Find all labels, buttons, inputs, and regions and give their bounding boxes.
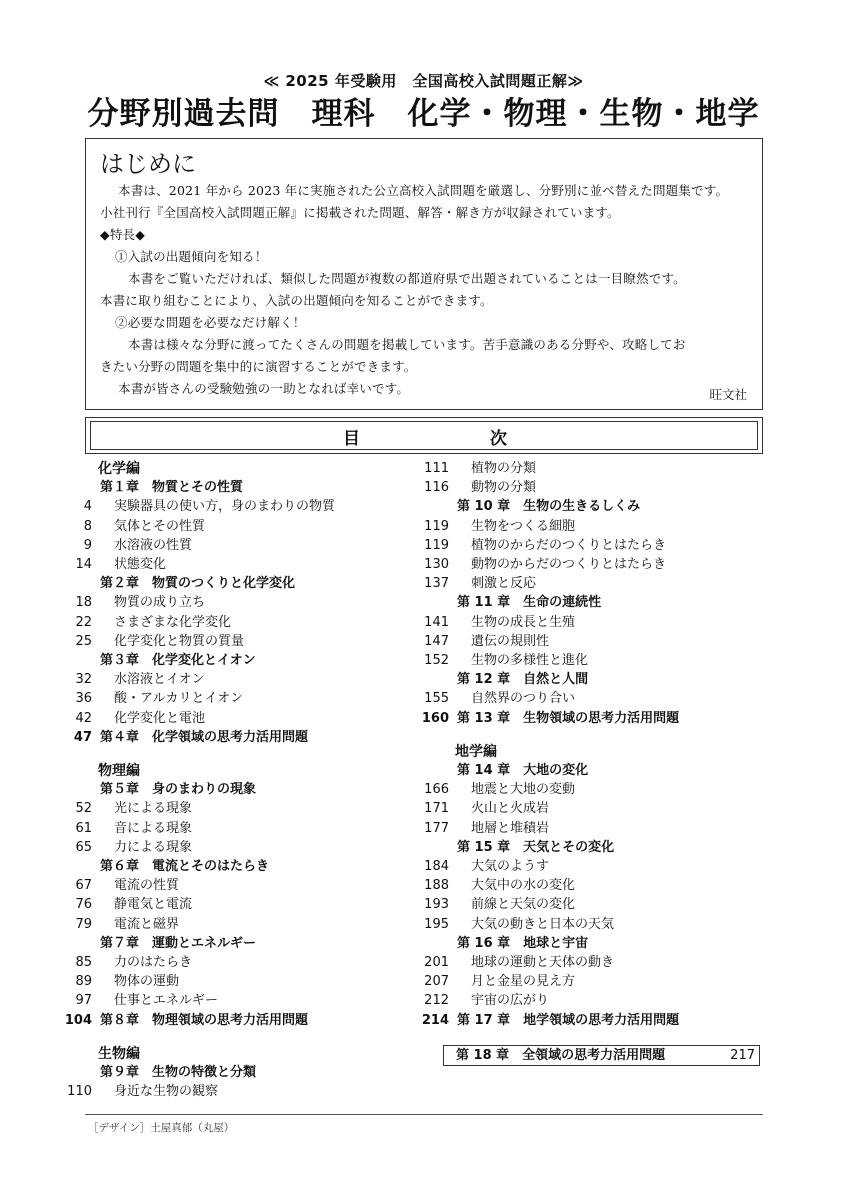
toc-page-number: 184 [424,859,449,874]
toc-page-number: 104 [64,1012,92,1028]
toc-item-label: 身近な生物の観察 [114,1084,219,1100]
toc-item-label: 水溶液の性質 [114,537,193,553]
toc-chapter-label: 第３章 化学変化とイオン [100,653,256,668]
toc-chapter-label: 第 15 章 天気とその変化 [457,839,615,855]
toc-chapter-label: 第 11 章 生命の連続性 [457,595,602,611]
toc-item-label: 遺伝の規則性 [471,633,550,649]
toc-item-label: 音による現象 [114,820,193,836]
toc-item-label: 宇宙の広がり [471,993,550,1009]
toc-page-number: 116 [424,480,449,496]
toc-page-number: 141 [424,614,449,630]
toc-chapter-label: 第 13 章 生物領域の思考力活用問題 [457,710,680,726]
intro-line: 本書に取り組むことにより、入試の出題傾向を知ることができます。 [100,293,493,308]
toc-page-number: 25 [75,633,92,649]
toc-item-label: 電流と磁界 [114,916,180,932]
toc-chapter-label: 第 12 章 自然と人間 [457,672,589,688]
toc-page-number: 8 [83,518,92,534]
toc-page-number: 97 [75,993,92,1009]
toc-item-label: 大気のようす [471,859,550,874]
toc-page-number: 188 [424,878,449,894]
toc-item-label: 物体の運動 [114,974,180,990]
toc-page-number: 22 [75,614,92,630]
toc-page-number: 212 [424,993,449,1009]
toc-chapter-label: 第 17 章 地学領域の思考力活用問題 [457,1012,680,1028]
toc-page-number: 85 [75,955,92,970]
toc-page-number: 171 [424,801,449,817]
toc-page-number: 52 [75,801,92,817]
toc-item-label: 光による現象 [114,801,193,817]
publisher-name: 旺文社 [709,387,747,402]
toc-item-label: 化学変化と物質の質量 [114,633,245,649]
toc-header-inner-frame [90,421,758,450]
toc-item-label: 刺激と反応 [471,576,537,592]
toc-page-number: 193 [424,897,449,913]
intro-line: ①入試の出題傾向を知る！ [115,249,268,264]
toc-page-number: 160 [421,710,449,726]
toc-page-number: 9 [83,537,92,553]
toc-item-label: 化学変化と電池 [114,710,206,726]
toc-chapter-label: 第６章 電流とそのはたらき [100,859,270,874]
toc-page-number: 137 [424,576,449,592]
toc-chapter-label: 第 10 章 生物の生きるしくみ [457,499,641,515]
toc-page-number: 79 [75,916,92,932]
intro-line: 本書は、2021 年から 2023 年に実施された公立高校入試問題を厳選し、分野別に並べ替えた問題集です。 [118,183,729,198]
toc-section-label: 化学編 [98,461,140,477]
toc-page-number: 76 [75,897,92,913]
toc-item-label: 植物のからだのつくりとはたらき [471,537,667,553]
toc-page-number: 130 [424,557,449,572]
toc-item-label: 状態変化 [114,557,167,572]
intro-line: ②必要な問題を必要なだけ解く！ [115,315,306,330]
toc-page-number: 67 [75,878,92,894]
intro-line: ◆特長◆ [100,227,146,242]
intro-line: 本書をご覧いただければ、類似した問題が複数の都道府県で出題されていることは一目瞭然です。 [128,271,686,286]
toc-chapter-label: 第 18 章 全領域の思考力活用問題 [456,1048,666,1063]
toc-item-label: 水溶液とイオン [114,672,205,688]
toc-item-label: 力のはたらき [114,955,193,970]
toc-item-label: 自然界のつり合い [471,691,576,707]
toc-page-number: 152 [424,653,449,668]
toc-item-label: 物質の成り立ち [114,595,206,611]
toc-page-number: 18 [75,595,92,611]
toc-page-number: 217 [730,1048,755,1063]
toc-chapter-18 [443,1045,760,1066]
toc-item-label: 電流の性質 [114,878,180,894]
toc-item-label: 植物の分類 [471,461,537,476]
intro-line: 本書が皆さんの受験勉強の一助となれば幸いです。 [118,381,410,396]
book-subtitle: ≪ 2025 年受験用 全国高校入試問題正解≫ [263,72,584,90]
book-title: 分野別過去問 理科 化学・物理・生物・地学 [87,96,760,132]
toc-chapter-label: 第 16 章 地球と宇宙 [457,935,589,951]
toc-item-label: 地層と堆積岩 [471,820,550,836]
toc-item-label: 大気中の水の変化 [471,878,576,894]
toc-item-label: 地震と大地の変動 [471,782,576,798]
toc-page-number: 207 [424,974,449,990]
toc-page-number: 111 [424,461,449,476]
toc-item-label: さまざまな化学変化 [114,614,232,630]
toc-item-label: 力による現象 [114,839,193,855]
toc-item-label: 生物の多様性と進化 [471,653,589,668]
toc-page-number: 36 [75,691,92,707]
toc-item-label: 酸・アルカリとイオン [114,691,244,707]
toc-item-label: 前線と天気の変化 [471,897,576,913]
toc-page-number: 166 [424,782,449,798]
toc-page-number: 110 [67,1084,92,1100]
toc-chapter-label: 第９章 生物の特徴と分類 [100,1065,257,1080]
toc-title-char: 目 [343,429,360,449]
toc-title-char: 次 [490,429,507,449]
toc-page-number: 119 [424,518,449,534]
toc-chapter-label: 第４章 化学領域の思考力活用問題 [100,729,309,745]
toc-chapter-label: 第７章 運動とエネルギー [100,935,257,951]
toc-page-number: 47 [73,729,92,745]
toc-page-number: 42 [75,710,92,726]
toc-section-label: 地学編 [455,743,497,760]
toc-page-number: 61 [75,820,92,836]
toc-page-number: 4 [83,499,92,515]
intro-line: 本書は様々な分野に渡ってたくさんの問題を掲載しています。苦手意識のある分野や、攻略してお [128,337,686,352]
toc-item-label: 動物のからだのつくりとはたらき [471,557,667,572]
toc-page-number: 65 [75,839,92,855]
intro-line: 小社刊行『全国高校入試問題正解』に掲載された問題、解答・解き方が収録されています。 [100,205,620,220]
toc-item-label: 地球の運動と天体の動き [471,955,615,970]
toc-chapter-label: 第 14 章 大地の変化 [457,763,589,778]
toc-page-number: 147 [424,633,449,649]
toc-section-label: 生物編 [98,1045,140,1062]
toc-page-number: 195 [424,916,449,932]
toc-item-label: 月と金星の見え方 [471,974,576,990]
toc-chapter-label: 第１章 物質とその性質 [100,480,244,496]
toc-page-number: 14 [75,557,92,572]
toc-page-number: 32 [75,672,92,688]
toc-item-label: 生物の成長と生殖 [471,614,576,630]
toc-page-number: 89 [75,974,92,990]
toc-chapter-label: 第８章 物理領域の思考力活用問題 [100,1012,309,1028]
toc-section-label: 物理編 [98,763,140,779]
intro-heading: はじめに [100,150,196,178]
toc-item-label: 動物の分類 [471,480,537,496]
toc-item-label: 実験器具の使い方，身のまわりの物質 [114,499,336,515]
toc-chapter-label: 第２章 物質のつくりと化学変化 [100,576,296,592]
toc-item-label: 静電気と電流 [114,897,193,913]
intro-line: きたい分野の問題を集中的に演習することができます。 [100,359,417,374]
toc-page-number: 155 [424,691,449,707]
toc-item-label: 仕事とエネルギー [114,993,219,1009]
toc-page-number: 201 [424,955,449,970]
toc-page-number: 119 [424,537,449,553]
toc-item-label: 火山と火成岩 [471,801,550,817]
footer-rule [85,1114,763,1115]
toc-item-label: 気体とその性質 [114,518,206,534]
toc-chapter-label: 第５章 身のまわりの現象 [100,782,257,798]
toc-item-label: 生物をつくる細胞 [471,518,576,534]
toc-page-number: 177 [424,820,449,836]
design-credit: ［デザイン］土屋真郁（丸屋） [88,1122,235,1134]
toc-page-number: 214 [421,1012,449,1028]
toc-item-label: 大気の動きと日本の天気 [471,916,615,932]
